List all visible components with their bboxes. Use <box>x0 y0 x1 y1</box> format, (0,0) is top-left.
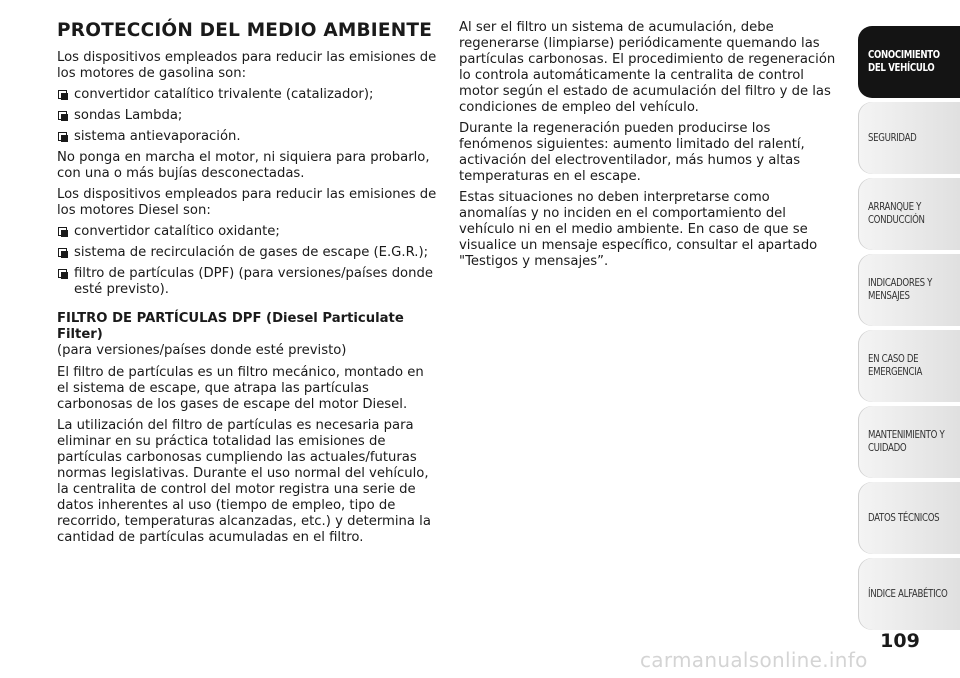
right-column <box>459 20 841 275</box>
regeneration-paragraph: Al ser el filtro un sistema de acumulación, debe regenerarse (limpiarse) periódicamente quemando las partículas carbonosas. El procedimiento de regeneración lo controla automáticamente la centralita de control motor según el estado de acumulación del filtro y de las condiciones de empleo del vehículo. <box>459 20 836 115</box>
square-bullet-icon <box>58 111 67 120</box>
page-title: PROTECCIÓN DEL MEDIO AMBIENTE <box>57 20 433 41</box>
dpf-description: El filtro de partículas es un filtro mecánico, montado en el sistema de escape, que atrapa las partículas carbonosas de los gases de escape del motor Diesel. <box>57 365 424 412</box>
tab-conocimiento-del-vehiculo[interactable]: CONOCIMIENTO DEL VEHÍCULO <box>858 26 960 98</box>
regeneration-note: Estas situaciones no deben interpretarse como anomalías y no inciden en el comportamiento del vehículo ni en el medio ambiente. En caso de que se visualice un mensaje específico, consultar el apartado "Testigos y mensajes”. <box>459 190 818 269</box>
gasoline-devices-list <box>57 87 439 145</box>
square-bullet-icon <box>58 269 67 278</box>
diesel-devices-list <box>57 224 439 298</box>
tab-en-caso-de-emergencia[interactable]: EN CASO DE EMERGENCIA <box>858 330 960 402</box>
intro-diesel: Los dispositivos empleados para reducir las emisiones de los motores Diesel son: <box>57 187 437 218</box>
left-column <box>57 20 439 551</box>
chapter-tabs <box>858 26 960 634</box>
list-item: sistema de recirculación de gases de escape (E.G.R.); <box>57 245 439 261</box>
tab-indice-alfabetico[interactable]: ÍNDICE ALFABÉTICO <box>858 558 960 630</box>
page-number: 109 <box>880 630 920 652</box>
list-item: sondas Lambda; <box>57 108 439 124</box>
tab-arranque-y-conduccion[interactable]: ARRANQUE Y CONDUCCIÓN <box>858 178 960 250</box>
square-bullet-icon <box>58 132 67 141</box>
square-bullet-icon <box>58 90 67 99</box>
tab-seguridad[interactable]: SEGURIDAD <box>858 102 960 174</box>
watermark: carmanualsonline.info <box>640 648 868 672</box>
regeneration-phenomena: Durante la regeneración pueden producirse los fenómenos siguientes: aumento limitado del ralentí, activación del electroventilador, más humos y altas temperaturas en el escape. <box>459 121 805 184</box>
square-bullet-icon <box>58 227 67 236</box>
list-item: sistema antievaporación. <box>57 129 439 145</box>
tab-indicadores-y-mensajes[interactable]: INDICADORES Y MENSAJES <box>858 254 960 326</box>
intro-gasoline: Los dispositivos empleados para reducir las emisiones de los motores de gasolina son: <box>57 50 437 81</box>
tab-datos-tecnicos[interactable]: DATOS TÉCNICOS <box>858 482 960 554</box>
spark-plug-warning: No ponga en marcha el motor, ni siquiera para probarlo, con una o más bujías desconectadas. <box>57 150 430 181</box>
tab-mantenimiento-y-cuidado[interactable]: MANTENIMIENTO Y CUIDADO <box>858 406 960 478</box>
list-item: convertidor catalítico oxidante; <box>57 224 439 240</box>
dpf-usage: La utilización del filtro de partículas es necesaria para eliminar en su práctica totalidad las emisiones de partículas carbonosas cumpliendo las actuales/futuras normas legislativas. Durante el uso normal del vehículo, la centralita de control del motor registra una serie de datos inherentes al uso (tiempo de empleo, tipo de recorrido, temperaturas alcanzadas, etc.) y determina la cantidad de partículas acumuladas en el filtro. <box>57 418 431 545</box>
square-bullet-icon <box>58 248 67 257</box>
list-item: filtro de partículas (DPF) (para versiones/países donde esté previsto). <box>57 266 439 298</box>
dpf-availability-note: (para versiones/países donde esté previsto) <box>57 343 347 358</box>
dpf-section-title: FILTRO DE PARTÍCULAS DPF (Diesel Particulate Filter) <box>57 311 404 342</box>
list-item: convertidor catalítico trivalente (catalizador); <box>57 87 439 103</box>
